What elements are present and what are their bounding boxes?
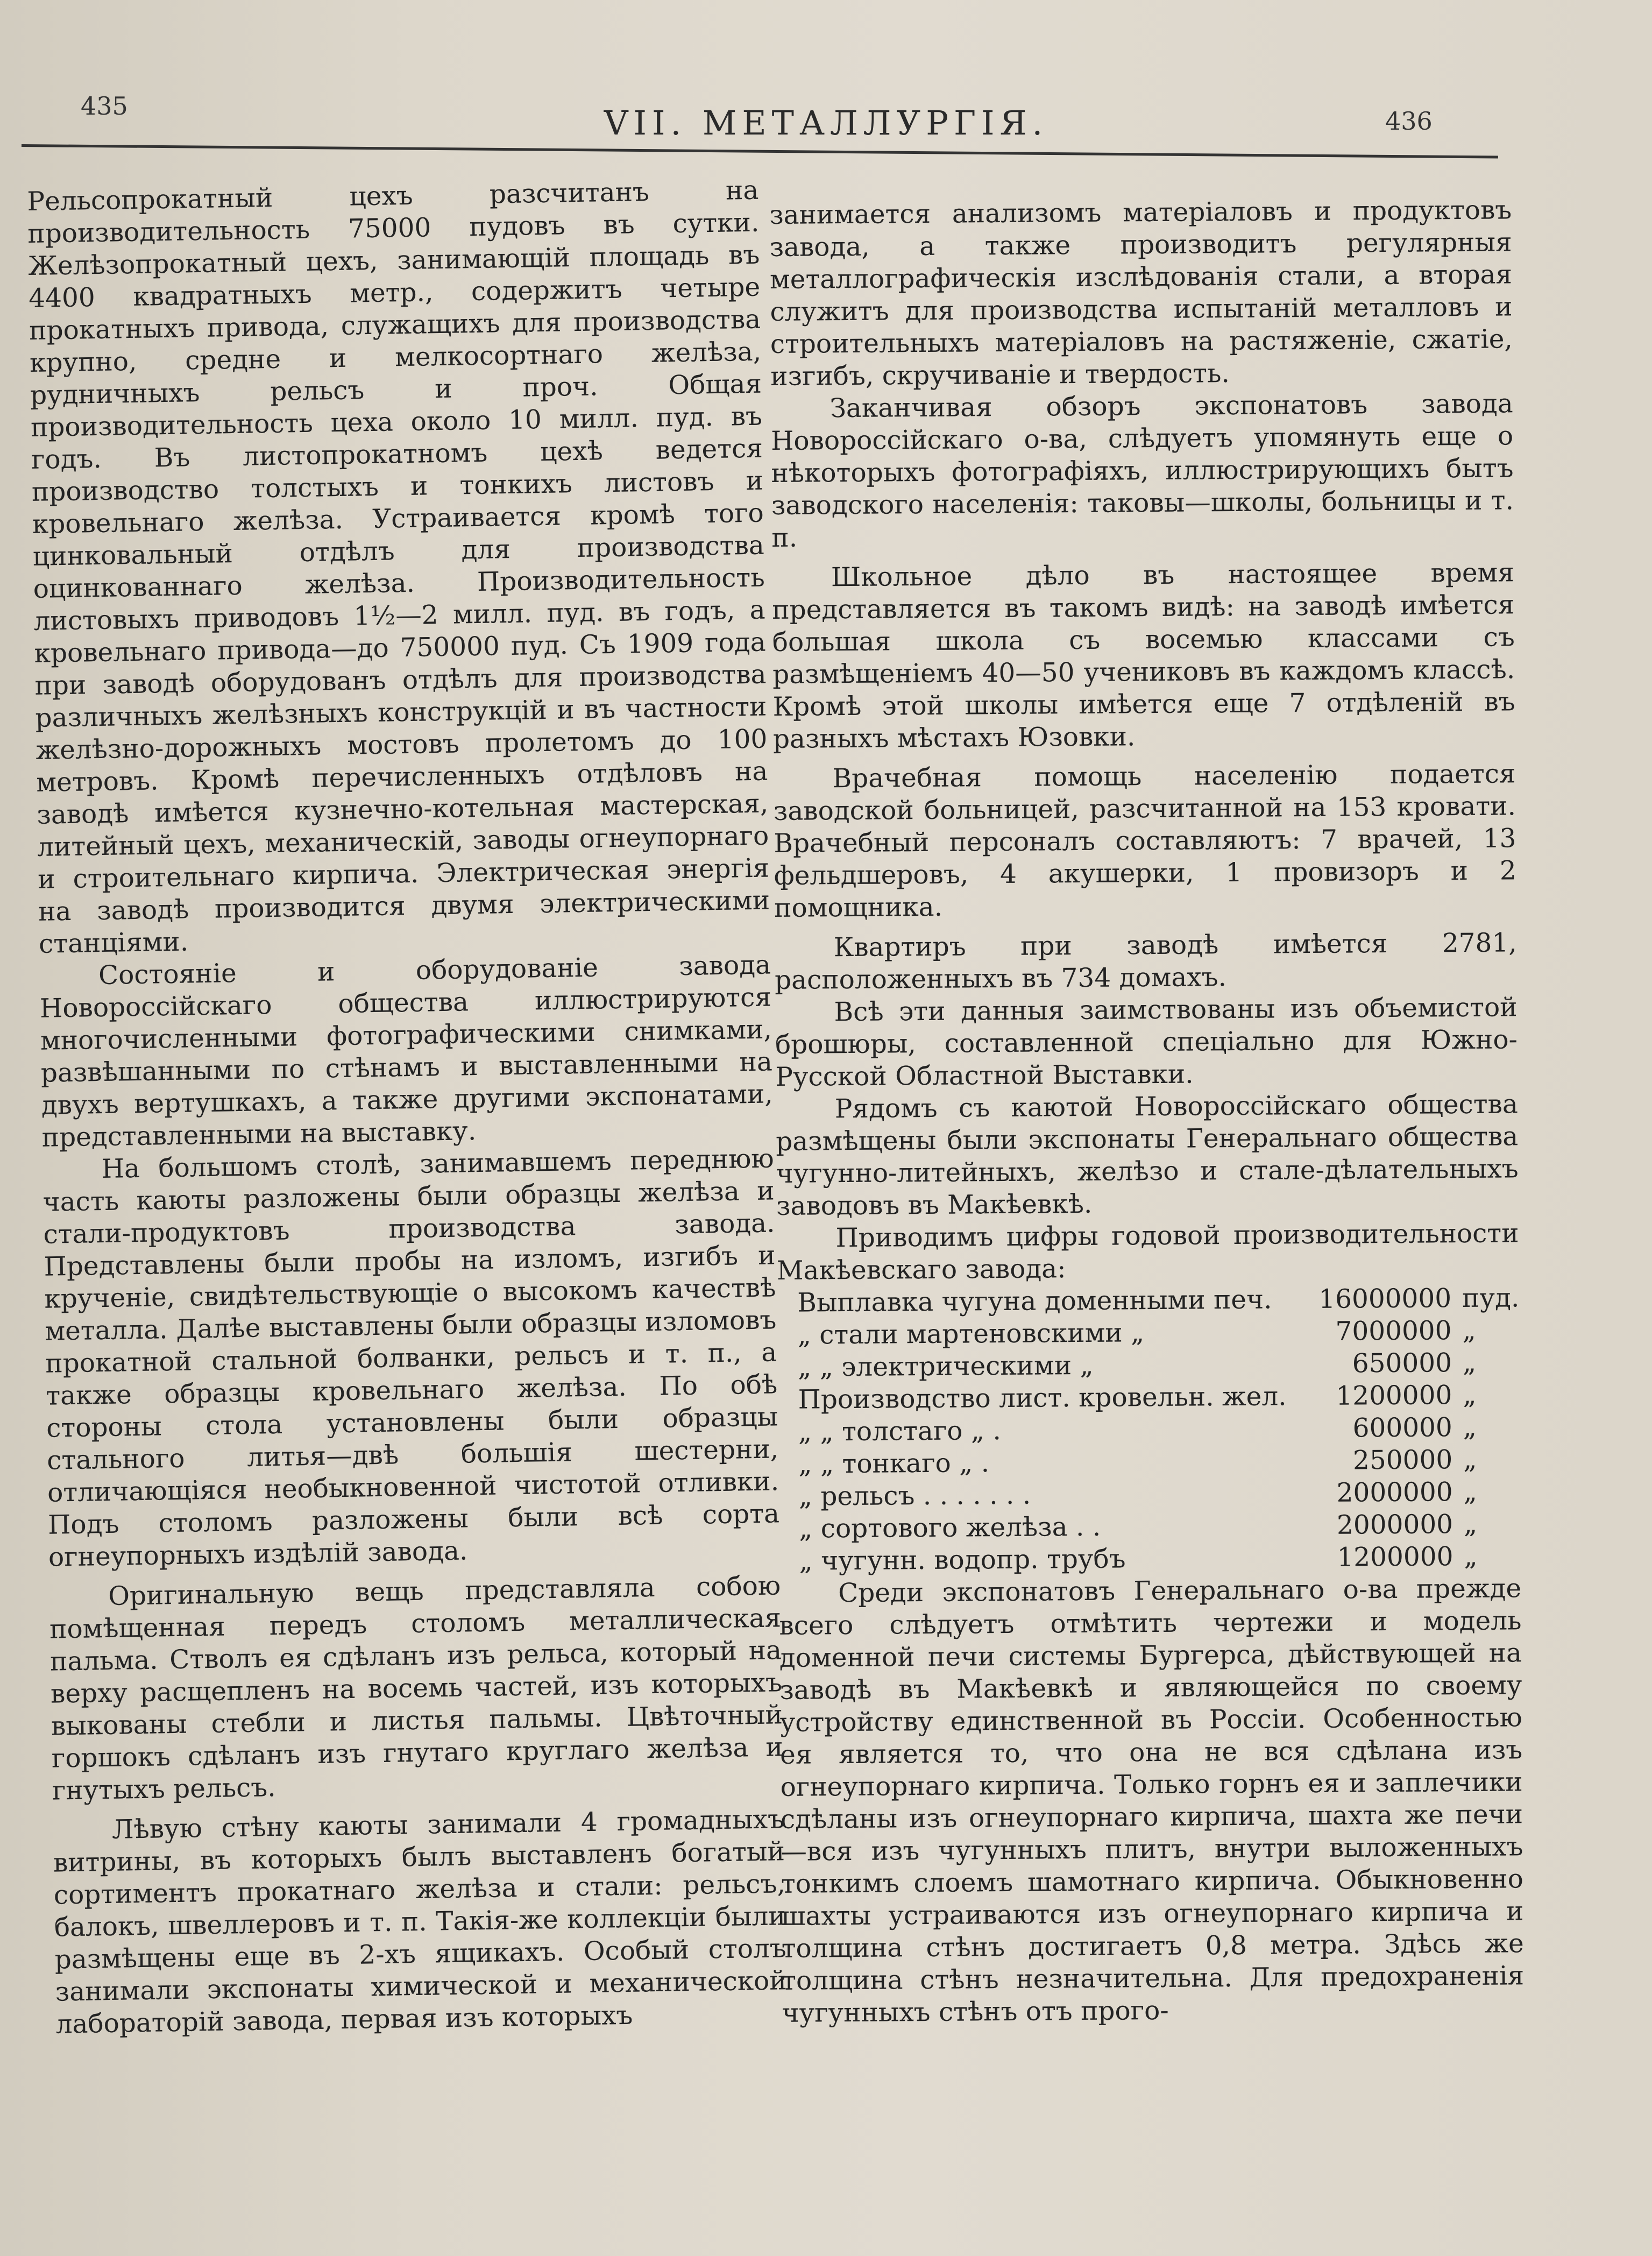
- table-cell-value: 250000: [1352, 1445, 1453, 1476]
- header-rule: [22, 144, 1498, 159]
- page-number-left: 435: [81, 91, 128, 121]
- paragraph: Заканчивая обзоръ экспонатовъ завода Новороссійскаго о-ва, слѣдуетъ упомянуть еще о нѣкоторыхъ фотографіяхъ, иллюстрирующихъ бытъ заводского населенія: таковы—школы, больницы и т. п.: [770, 388, 1514, 553]
- running-title: VII. МЕТАЛЛУРГІЯ.: [604, 103, 1048, 143]
- paragraph: Рельсопрокатный цехъ разсчитанъ на производительность 75000 пудовъ въ сутки. Желѣзопрокатный цехъ, занимающій площадь въ 4400 квадратныхъ метр., содержитъ четыре прокатныхъ привода, служащихъ для производства крупно, средне и мелкосортнаго желѣза, рудничныхъ рельсъ и проч. Общая производительность цеха около 10 милл. пуд. въ годъ. Въ листопрокатномъ цехѣ ведется производство толстыхъ и тонкихъ листовъ и кровельнаго желѣза. Устраивается кромѣ того цинковальный отдѣлъ для производства оцинкованнаго желѣза. Производительность листовыхъ приводовъ 1½—2 милл. пуд. въ годъ, а кровельнаго привода—до 750000 пуд. Съ 1909 года при заводѣ оборудованъ отдѣлъ для производства различныхъ желѣзныхъ конструкцій и въ частности желѣзно-дорожныхъ мостовъ пролетомъ до 100 метровъ. Кромѣ перечисленныхъ отдѣловъ на заводѣ имѣется кузнечно-котельная мастерская, литейный цехъ, механическій, заводы огнеупорнаго и строительнаго кирпича. Электрическая энергія на заводѣ производится двумя электрическими станціями.: [27, 175, 770, 959]
- table-cell-unit: „: [1464, 1541, 1478, 1572]
- paragraph: На большомъ столѣ, занимавшемъ переднюю часть каюты разложены были образцы желѣза и стали-продуктовъ производства завода. Представлены были пробы на изломъ, изгибъ и крученіе, свидѣтельствующіе о высокомъ качествѣ металла. Далѣе выставлены были образцы изломовъ прокатной стальной болванки, рельсъ и т. п., а также образцы кровельнаго желѣза. По обѣ стороны стола установлены были образцы стального литья—двѣ большія шестерни, отличающіяся необыкновенной чистотой отливки. Подъ столомъ разложены были всѣ сорта огнеупорныхъ издѣлій завода.: [42, 1143, 780, 1573]
- production-table: [797, 1282, 1521, 1577]
- paragraph: Оригинальную вещь представляла собою помѣщенная передъ столомъ металлическая пальма. Стволъ ея сдѣланъ изъ рельса, который на верху расщепленъ на восемь частей, изъ которыхъ выкованы стебли и листья пальмы. Цвѣточный горшокъ сдѣланъ изъ гнутаго круглаго желѣза и гнутыхъ рельсъ.: [49, 1571, 784, 1806]
- table-row: [799, 1475, 1521, 1512]
- paragraph: Среди экспонатовъ Генеральнаго о-ва прежде всего слѣдуетъ отмѣтить чертежи и модель доменной печи системы Бургерса, дѣйствующей на заводѣ въ Макѣевкѣ и являющейся по своему устройству единственной въ Россіи. Особенностью ея является то, что она не вся сдѣлана изъ огнеупорнаго кирпича. Только горнъ ея и заплечики сдѣланы изъ огнеупорнаго кирпича, шахта же печи—вся изъ чугунныхъ плитъ, внутри выложенныхъ тонкимъ слоемъ шамотнаго кирпича. Обыкновенно шахты устраиваются изъ огнеупорнаго кирпича и толщина стѣнъ достигаетъ 0,8 метра. Здѣсь же толщина стѣнъ незначительна. Для предохраненія чугунныхъ стѣнъ отъ прого-: [779, 1573, 1525, 2028]
- table-cell-value: 2000000: [1336, 1509, 1454, 1540]
- table-row: [797, 1282, 1519, 1319]
- table-row: [798, 1411, 1520, 1448]
- paragraph: Школьное дѣло въ настоящее время представляется въ такомъ видѣ: на заводѣ имѣется большая школа съ восемью классами съ размѣщеніемъ 40—50 учениковъ въ каждомъ классѣ. Кромѣ этой школы имѣется еще 7 отдѣленій въ разныхъ мѣстахъ Юзовки.: [772, 557, 1515, 754]
- paragraph: Всѣ эти данныя заимствованы изъ объемистой брошюры, составленной спеціально для Южно-Русской Областной Выставки.: [775, 992, 1518, 1092]
- table-cell-label: „ „ толстаго „ .: [798, 1416, 1002, 1447]
- table-row: [798, 1346, 1520, 1383]
- table-cell-unit: „: [1463, 1380, 1477, 1411]
- table-cell-value: 600000: [1352, 1412, 1452, 1444]
- table-cell-value: 1200000: [1336, 1380, 1452, 1411]
- paragraph: занимается анализомъ матеріаловъ и продуктовъ завода, а также производитъ регулярныя металлографическія изслѣдованія стали, а вторая служитъ для производства испытаній металловъ и строительныхъ матеріаловъ на растяженіе, сжатіе, изгибъ, скручиваніе и твердость.: [769, 195, 1513, 392]
- paragraph: Лѣвую стѣну каюты занимали 4 громадныхъ витрины, въ которыхъ былъ выставленъ богатый сортиментъ прокатнаго желѣза и стали: рельсъ, балокъ, швеллеровъ и т. п. Такія-же коллекціи были размѣщены еще въ 2-хъ ящикахъ. Особый столъ занимали экспонаты химической и механической лабораторій завода, первая изъ которыхъ: [53, 1804, 788, 2040]
- paragraph: Врачебная помощь населенію подается заводской больницей, разсчитанной на 153 кровати. Врачебный персоналъ составляютъ: 7 врачей, 13 фельдшеровъ, 4 акушерки, 1 провизоръ и 2 помощника.: [773, 759, 1516, 923]
- table-cell-unit: „: [1463, 1476, 1477, 1508]
- table-cell-value: 7000000: [1335, 1316, 1452, 1347]
- paragraph: Состояніе и оборудованіе завода Новороссійскаго общества иллюстрируются многочисленными фотографическими снимками, развѣшанными по стѣнамъ и выставленными на двухъ вертушкахъ, а также другими экспонатами, представленными на выставку.: [39, 950, 774, 1153]
- table-cell-unit: пуд.: [1462, 1283, 1520, 1314]
- table-cell-label: „ стали мартеновскими „: [797, 1318, 1145, 1350]
- table-cell-value: 2000000: [1336, 1477, 1453, 1508]
- table-cell-label: „ чугунн. водопр. трубъ: [799, 1544, 1126, 1576]
- table-row: [798, 1378, 1520, 1416]
- table-row: [798, 1443, 1520, 1480]
- paragraph: Рядомъ съ каютой Новороссійскаго общества размѣщены были экспонаты Генеральнаго общества чугунно-литейныхъ, желѣзо и стале-дѣлательныхъ заводовъ въ Макѣевкѣ.: [776, 1089, 1519, 1221]
- table-cell-label: „ сортового желѣза . .: [799, 1511, 1101, 1544]
- paragraph: Приводимъ цифры годовой производительности Макѣевскаго завода:: [776, 1218, 1519, 1286]
- table-cell-label: „ рельсъ . . . . . . .: [798, 1480, 1031, 1512]
- table-cell-unit: „: [1462, 1347, 1477, 1378]
- paragraph: Квартиръ при заводѣ имѣется 2781, расположенныхъ въ 734 домахъ.: [774, 928, 1517, 995]
- table-cell-label: „ „ электрическими „: [797, 1350, 1094, 1383]
- page-number-right: 436: [1385, 107, 1433, 136]
- right-column: [769, 194, 1525, 2029]
- table-cell-unit: „: [1462, 1315, 1476, 1346]
- table-cell-label: „ „ тонкаго „ .: [798, 1448, 990, 1480]
- table-cell-value: 1200000: [1337, 1541, 1454, 1573]
- table-cell-label: Производство лист. кровельн. жел.: [798, 1381, 1287, 1415]
- left-column: [27, 174, 788, 2041]
- table-cell-label: Выплавка чугуна доменными печ.: [797, 1284, 1272, 1318]
- table-row: [799, 1540, 1521, 1577]
- table-row: [798, 1314, 1520, 1351]
- table-cell-value: 650000: [1352, 1348, 1452, 1379]
- table-cell-value: 16000000: [1318, 1283, 1452, 1314]
- table-cell-unit: „: [1463, 1412, 1477, 1443]
- table-row: [799, 1508, 1521, 1545]
- table-cell-unit: „: [1463, 1509, 1478, 1540]
- table-cell-unit: „: [1463, 1444, 1477, 1475]
